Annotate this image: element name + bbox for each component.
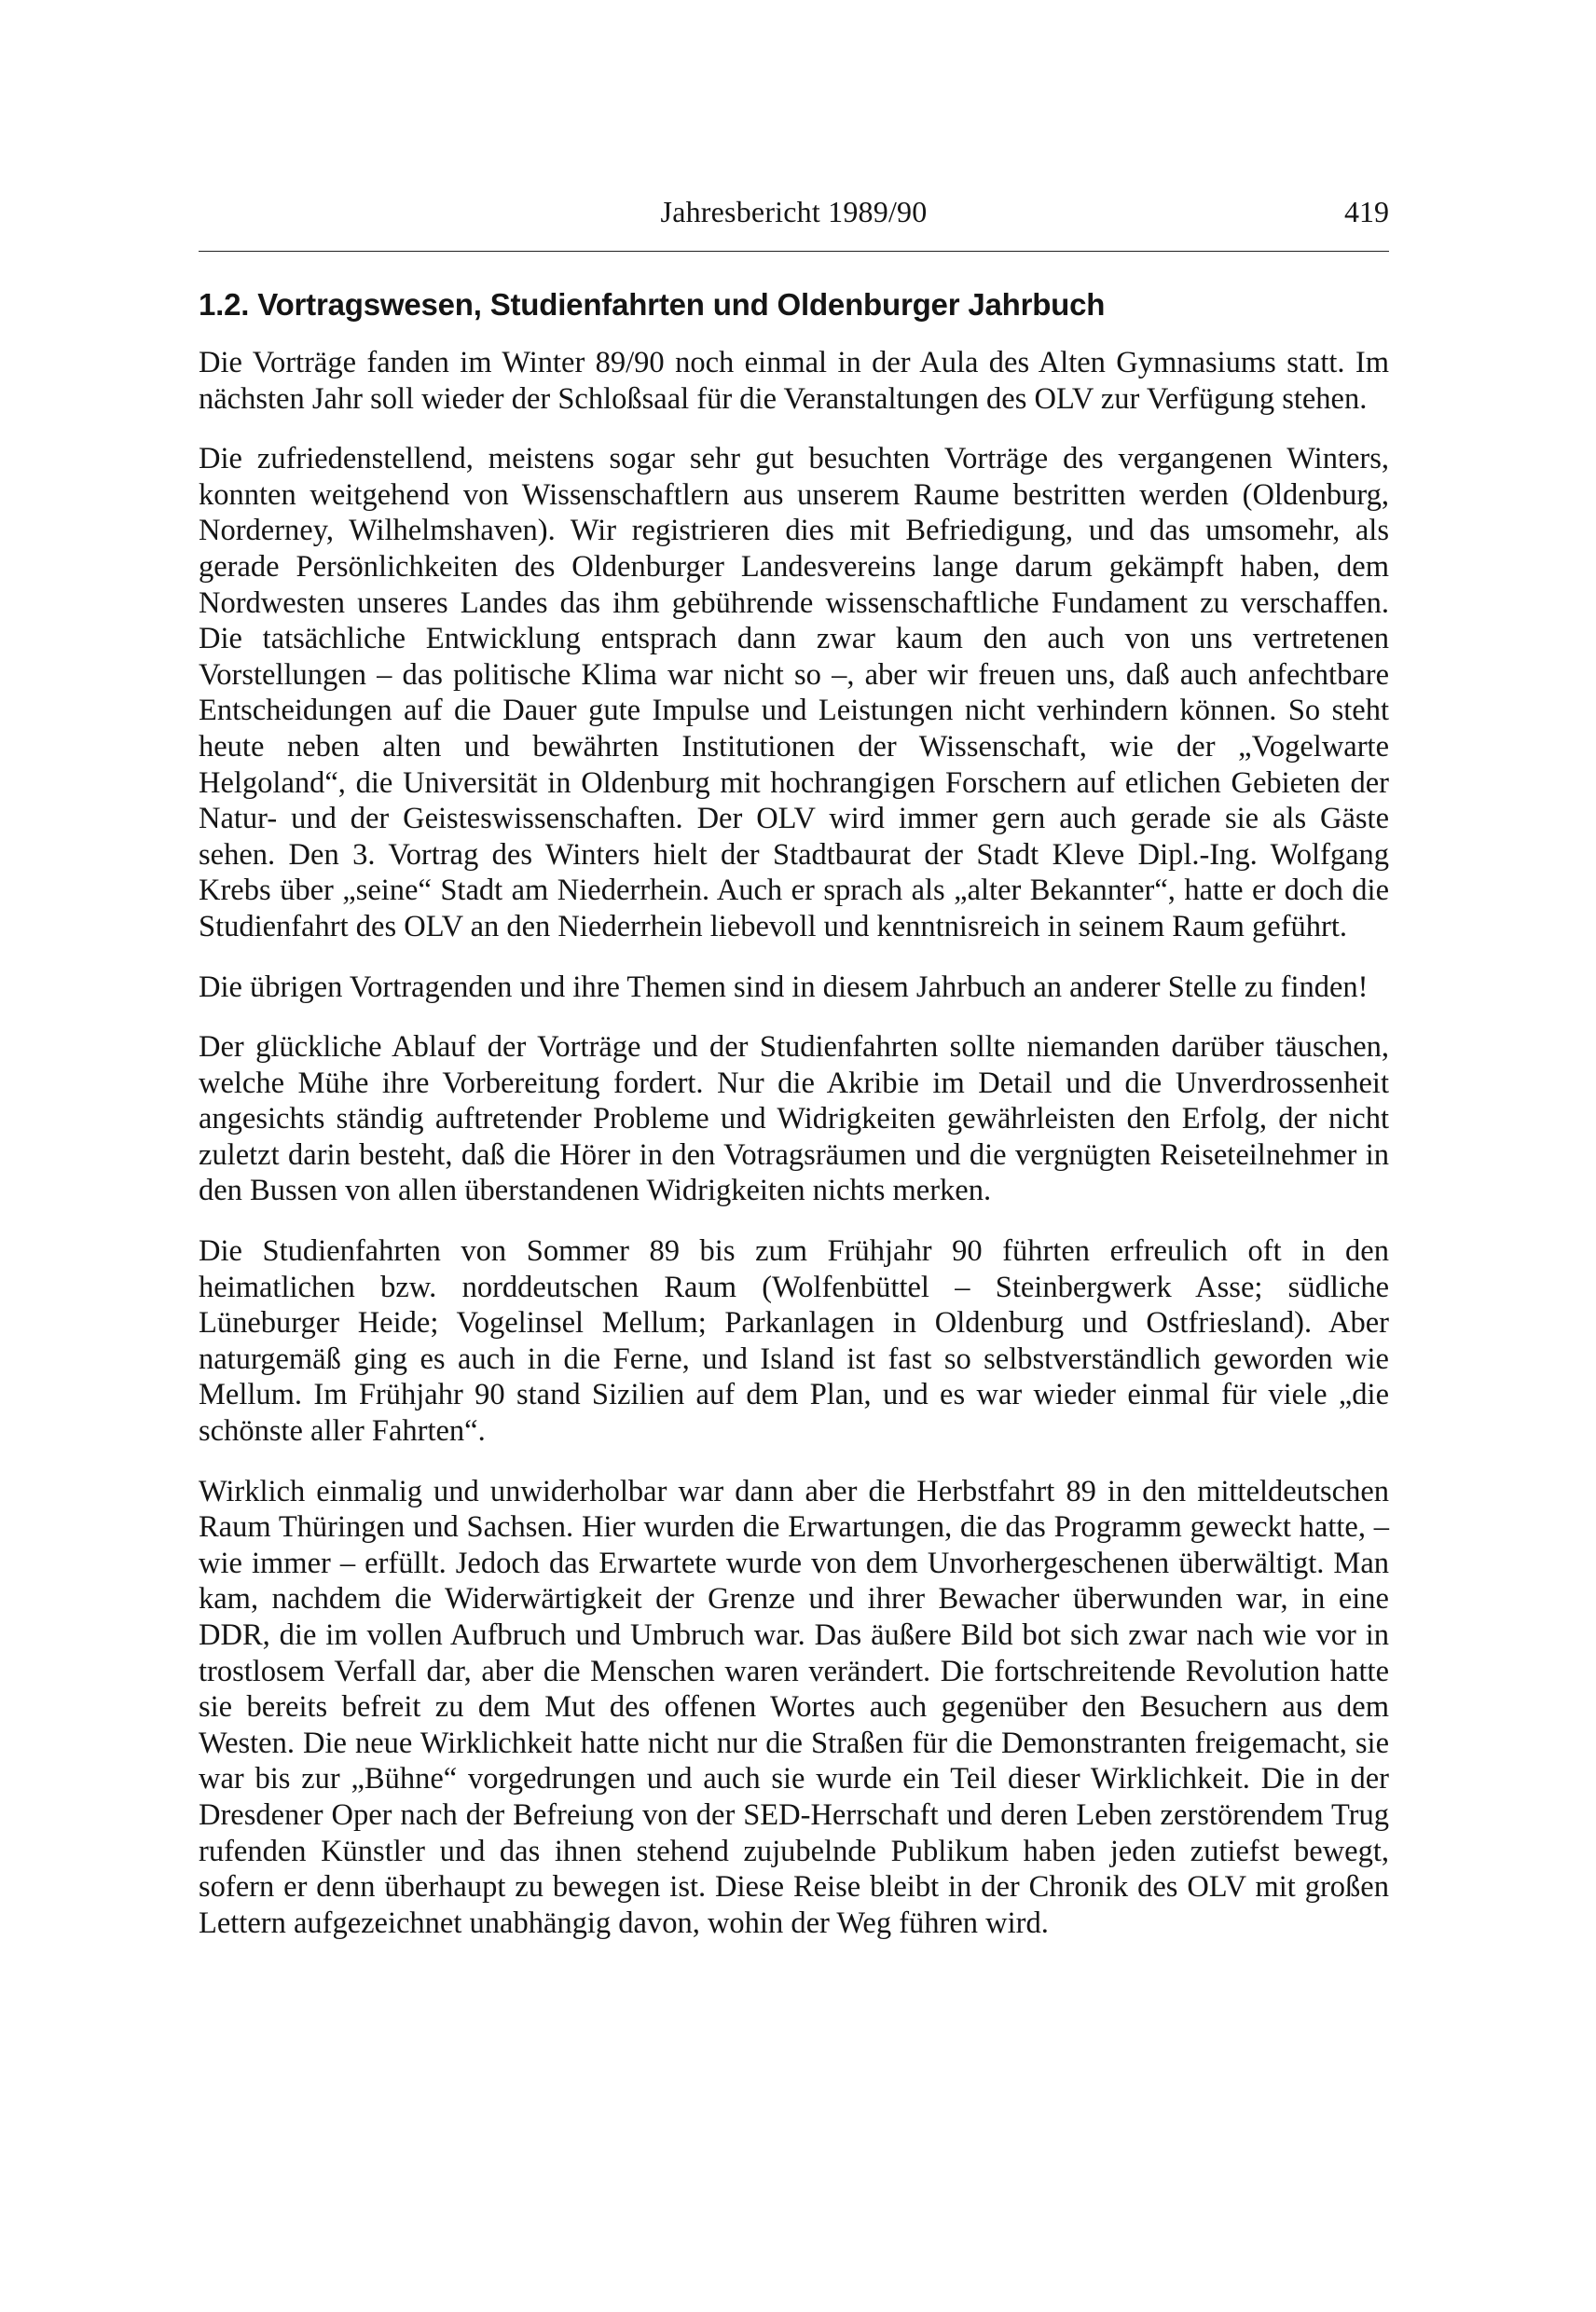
running-title: Jahresbericht 1989/90 (660, 195, 928, 228)
paragraph-1: Die Vorträge fanden im Winter 89/90 noch einmal in der Aula des Alten Gymnasiums statt. Im nächsten Jahr soll wieder der Schloßsaal für die Veranstaltungen des OLV zur Verfügung stehen. (199, 346, 1389, 416)
page-body (199, 278, 1389, 1965)
section-heading: 1.2. Vortragswesen, Studienfahrten und Oldenburger Jahrbuch (199, 287, 1106, 322)
paragraph-6: Wirklich einmalig und unwiderholbar war dann aber die Herbstfahrt 89 in den mitteldeutschen Raum Thüringen und Sachsen. Hier wurden die Erwartungen, die das Programm geweckt hatte, – wie immer – erfüllt. Jedoch das Erwartete wurde von dem Unvorhergeschenen überwältigt. Man kam, nachdem die Widerwärtigkeit der Grenze und ihrer Bewacher überwunden war, in eine DDR, die im vollen Aufbruch und Umbruch war. Das äußere Bild bot sich zwar nach wie vor in trostlosem Verfall dar, aber die Menschen waren verändert. Die fortschreitende Revolution hatte sie bereits befreit zu dem Mut des offenen Wortes auch gegenüber den Besuchern aus dem Westen. Die neue Wirklichkeit hatte nicht nur die Straßen für die Demonstranten freigemacht, sie war bis zur „Bühne“ vorgedrungen und auch sie wurde ein Teil dieser Wirklichkeit. Die in der Dresdener Oper nach der Befreiung von der SED-Herrschaft und deren Leben zerstörendem Trug rufenden Künstler und das ihnen stehend zujubelnde Publikum haben jeden zutiefst bewegt, sofern er denn überhaupt zu bewegen ist. Diese Reise bleibt in der Chronik des OLV mit großen Lettern aufgezeichnet unabhängig davon, wohin der Weg führen wird. (199, 1474, 1389, 1940)
paragraph-2: Die zufriedenstellend, meistens sogar sehr gut besuchten Vorträge des vergangenen Winters, konnten weitgehend von Wissenschaftlern aus unserem Raume bestritten werden (Oldenburg, Norderney, Wilhelmshaven). Wir registrieren dies mit Befriedigung, und das umsomehr, als gerade Persönlichkeiten des Oldenburger Landesvereins lange darum gekämpft haben, dem Nordwesten unseres Landes das ihm gebührende wissenschaftliche Fundament zu verschaffen. Die tatsächliche Entwicklung entsprach dann zwar kaum den auch von uns vertretenen Vorstellungen – das politische Klima war nicht so –, aber wir freuen uns, daß auch anfechtbare Entscheidungen auf die Dauer gute Impulse und Leistungen nicht verhindern können. So steht heute neben alten und bewährten Institutionen der Wissenschaft, wie der „Vogelwarte Helgoland“, die Universität in Oldenburg mit hochrangigen Forschern auf etlichen Gebieten der Natur- und der Geisteswissenschaften. Der OLV wird immer gern auch gerade sie als Gäste sehen. Den 3. Vortrag des Winters hielt der Stadtbaurat der Stadt Kleve Dipl.-Ing. Wolfgang Krebs über „seine“ Stadt am Niederrhein. Auch er sprach als „alter Bekannter“, hatte er doch die Studienfahrt des OLV an den Niederrhein liebevoll und kenntnisreich in seinem Raum geführt. (199, 442, 1389, 943)
paragraph-5: Die Studienfahrten von Sommer 89 bis zum Frühjahr 90 führten erfreulich oft in den heimatlichen bzw. norddeutschen Raum (Wolfenbüttel – Steinbergwerk Asse; südliche Lüneburger Heide; Vogelinsel Mellum; Parkanlagen in Oldenburg und Ostfriesland). Aber naturgemäß ging es auch in die Ferne, und Island ist fast so selbstverständlich geworden wie Mellum. Im Frühjahr 90 stand Sizilien auf dem Plan, und es war wieder einmal für viele „die schönste aller Fahrten“. (199, 1234, 1389, 1449)
paragraph-4: Der glückliche Ablauf der Vorträge und der Studienfahrten sollte niemanden darüber täuschen, welche Mühe ihre Vorbereitung fordert. Nur die Akribie im Detail und die Unverdrossenheit angesichts ständig auftretender Probleme und Widrigkeiten gewährleisten den Erfolg, der nicht zuletzt darin besteht, daß die Hörer in den Votragsräumen und die vergnügten Reiseteilnehmer in den Bussen von allen überstandenen Widrigkeiten nichts merken. (199, 1030, 1389, 1208)
page-number: 419 (1344, 195, 1389, 228)
header-rule (199, 251, 1389, 252)
running-head (199, 188, 1389, 235)
paragraph-3: Die übrigen Vortragenden und ihre Themen sind in diesem Jahrbuch an anderer Stelle zu finden! (199, 970, 1369, 1004)
